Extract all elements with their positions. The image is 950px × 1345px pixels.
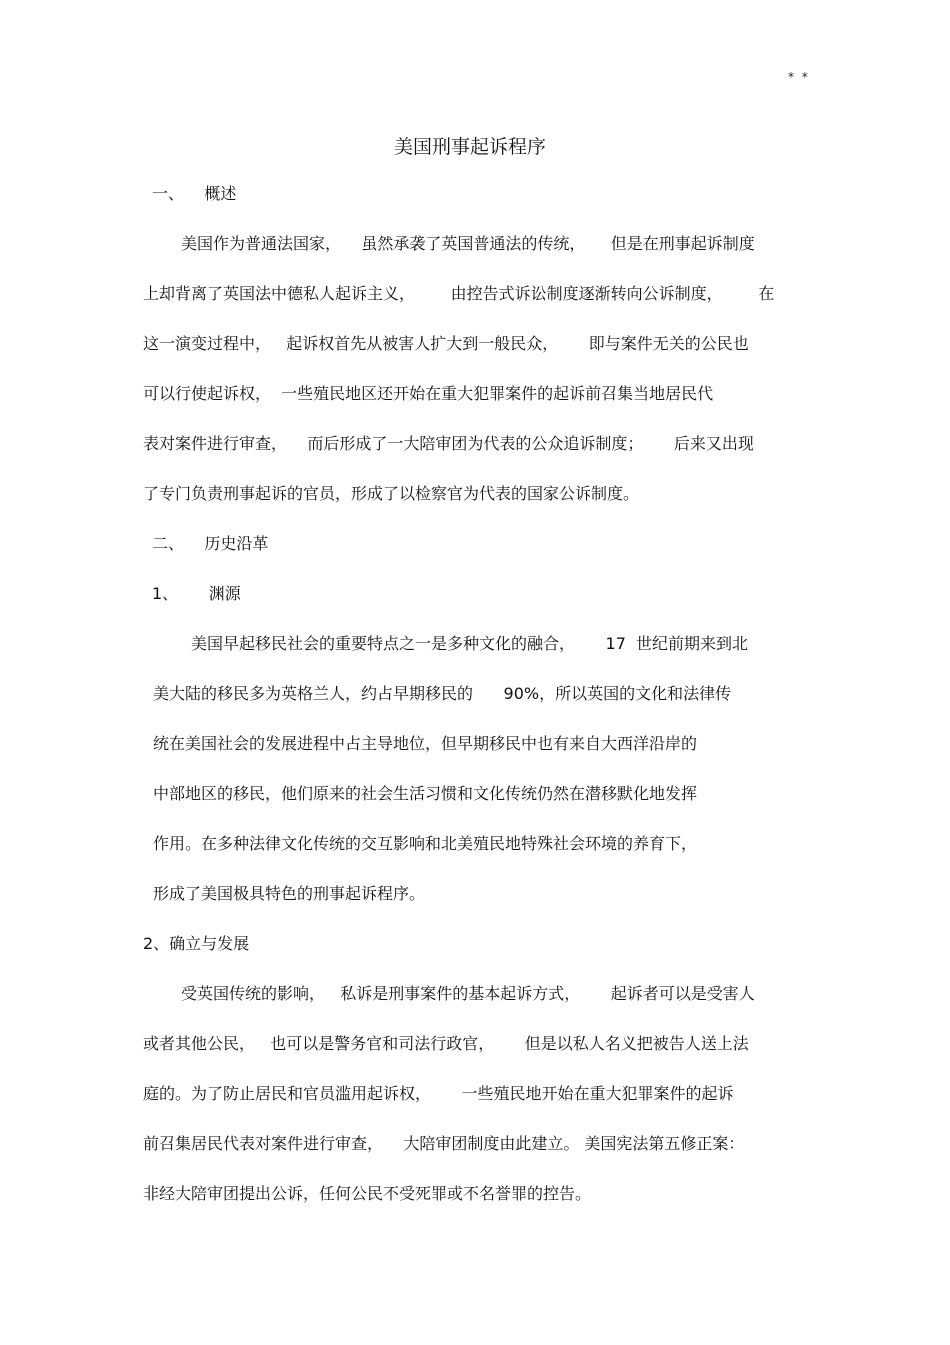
header-mark: * * <box>788 70 810 84</box>
paragraph-line: 了专门负责刑事起诉的官员，形成了以检察官为代表的国家公诉制度。 <box>143 484 640 503</box>
paragraph-line: 统在美国社会的发展进程中占主导地位，但早期移民中也有来自大西洋沿岸的 <box>153 734 698 753</box>
subsection-heading-establishment: 2、确立与发展 <box>143 934 250 953</box>
paragraph-line: 受英国传统的影响， 私诉是刑事案件的基本起诉方式， 起诉者可以是受害人 <box>181 984 755 1003</box>
paragraph-line: 可以行使起诉权， 一些殖民地区还开始在重大犯罪案件的起诉前召集当地居民代 <box>143 384 714 403</box>
paragraph-line: 美大陆的移民多为英格兰人，约占早期移民的 90%，所以英国的文化和法律传 <box>153 684 732 703</box>
paragraph-line: 表对案件进行审查， 而后形成了一大陪审团为代表的公众追诉制度； 后来又出现 <box>143 434 754 453</box>
page-title: 美国刑事起诉程序 <box>393 136 546 158</box>
paragraph-line: 前召集居民代表对案件进行审查， 大陪审团制度由此建立。 美国宪法第五修正案： <box>143 1134 745 1153</box>
paragraph-line: 美国作为普通法国家， 虽然承袭了英国普通法的传统， 但是在刑事起诉制度 <box>181 234 755 253</box>
subsection-heading-origins: 1、 渊源 <box>152 584 241 603</box>
paragraph-line: 形成了美国极具特色的刑事起诉程序。 <box>153 884 426 903</box>
paragraph-line: 庭的。为了防止居民和官员滥用起诉权， 一些殖民地开始在重大犯罪案件的起诉 <box>143 1084 734 1103</box>
section-heading-history: 二、 历史沿革 <box>152 534 269 553</box>
paragraph-line: 非经大陪审团提出公诉，任何公民不受死罪或不名誉罪的控告。 <box>143 1184 592 1203</box>
section-heading-overview: 一、 概述 <box>152 184 237 203</box>
paragraph-line: 上却背离了英国法中德私人起诉主义， 由控告式诉讼制度逐渐转向公诉制度， 在 <box>143 284 775 303</box>
paragraph-line: 作用。在多种法律文化传统的交互影响和北美殖民地特殊社会环境的养育下， <box>153 834 698 853</box>
paragraph-line: 或者其他公民， 也可以是警务官和司法行政官， 但是以私人名义把被告人送上法 <box>143 1034 749 1053</box>
paragraph-line: 这一演变过程中， 起诉权首先从被害人扩大到一般民众， 即与案件无关的公民也 <box>143 334 749 353</box>
paragraph-line: 中部地区的移民，他们原来的社会生活习惯和文化传统仍然在潜移默化地发挥 <box>153 784 698 803</box>
paragraph-line: 美国早起移民社会的重要特点之一是多种文化的融合， 17 世纪前期来到北 <box>191 634 749 653</box>
